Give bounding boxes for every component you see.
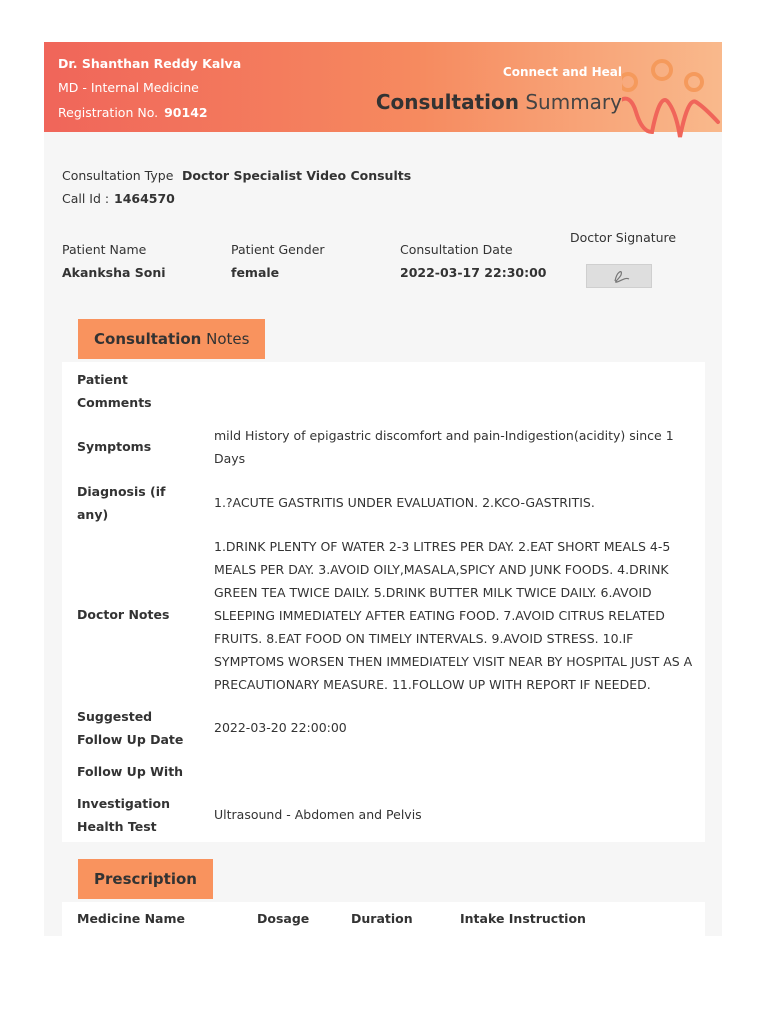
notes-row-label: Investigation Health Test	[77, 796, 171, 834]
page-title	[376, 90, 622, 114]
column-header-medicine: Medicine Name	[77, 911, 185, 926]
title-bold: Consultation	[375, 90, 519, 114]
registration-number: 90142	[164, 105, 208, 120]
notes-row-value: 1.DRINK PLENTY OF WATER 2-3 LITRES PER DAY. 2.EAT SHORT MEALS 4-5 MEALS PER DAY. 3.AVOID OILY,MASALA,SPICY AND JUNK FOODS. 4.DRINK GREEN TEA TWICE DAILY. 5.DRINK BUTTER MILK TWICE DAILY. 6.AVOID SLEEPING IMMEDIATELY AFTER EATING FOOD. 7.AVOID CITRUS RELATED FRUITS. 8.EAT FOOD ON TIMELY INTERVALS. 9.AVOID STRESS. 10.IF SYMPTOMS WORSEN THEN IMMEDIATELY VISIT NEAR BY HOSPITAL JUST AS A PRECAUTIONARY MEASURE. 11.FOLLOW UP WITH REPORT IF NEEDED.	[214, 539, 693, 692]
signature-icon	[587, 265, 651, 287]
doctor-signature-image	[586, 264, 652, 288]
patient-gender-value: female	[231, 265, 280, 280]
notes-row-value: Ultrasound - Abdomen and Pelvis	[214, 807, 422, 822]
doctor-specialization: MD - Internal Medicine	[58, 80, 199, 95]
notes-row-value: 1.?ACUTE GASTRITIS UNDER EVALUATION. 2.KCO-GASTRITIS.	[214, 495, 595, 510]
patient-name-value: Akanksha Soni	[62, 265, 166, 280]
patient-gender-label: Patient Gender	[231, 242, 325, 257]
notes-title-bold: Consultation	[94, 330, 202, 348]
consultation-type-value: Doctor Specialist Video Consults	[182, 168, 412, 183]
patient-name-label: Patient Name	[62, 242, 147, 257]
consultation-type-label: Consultation Type	[62, 168, 174, 183]
header-banner	[44, 42, 722, 132]
consultation-date-value: 2022-03-17 22:30:00	[400, 265, 547, 280]
notes-row-label: Patient Comments	[77, 372, 152, 410]
column-header-intake: Intake Instruction	[460, 911, 586, 926]
brand-logo-icon	[622, 42, 722, 147]
column-header-dosage: Dosage	[257, 911, 310, 926]
notes-title-light: Notes	[206, 330, 250, 348]
prescription-tab	[78, 859, 213, 899]
notes-row-value: 2022-03-20 22:00:00	[214, 720, 347, 735]
tagline: Connect and Heal	[502, 65, 622, 79]
consultation-notes-tab	[78, 319, 265, 359]
registration-label: Registration No.	[58, 105, 159, 120]
title-light: Summary	[525, 90, 622, 114]
notes-row-label: Suggested Follow Up Date	[77, 709, 184, 747]
column-header-duration: Duration	[351, 911, 413, 926]
registration-line	[58, 105, 208, 120]
doctor-name: Dr. Shanthan Reddy Kalva	[58, 56, 242, 71]
doctor-signature-label: Doctor Signature	[570, 230, 677, 245]
consultation-notes-card	[62, 362, 705, 842]
consultation-date-label: Consultation Date	[400, 242, 513, 257]
call-id-label: Call Id :	[62, 191, 110, 206]
notes-row-label: Doctor Notes	[77, 607, 170, 622]
call-id-value: 1464570	[114, 191, 175, 206]
notes-row-value: mild History of epigastric discomfort and pain-Indigestion(acidity) since 1 Days	[214, 428, 674, 466]
consultation-summary-page	[44, 42, 722, 936]
prescription-title: Prescription	[94, 870, 197, 888]
notes-row-label: Follow Up With	[77, 764, 184, 779]
notes-row-label: Symptoms	[77, 439, 152, 454]
prescription-table-header	[62, 902, 705, 936]
notes-row-label: Diagnosis (if any)	[77, 484, 166, 522]
